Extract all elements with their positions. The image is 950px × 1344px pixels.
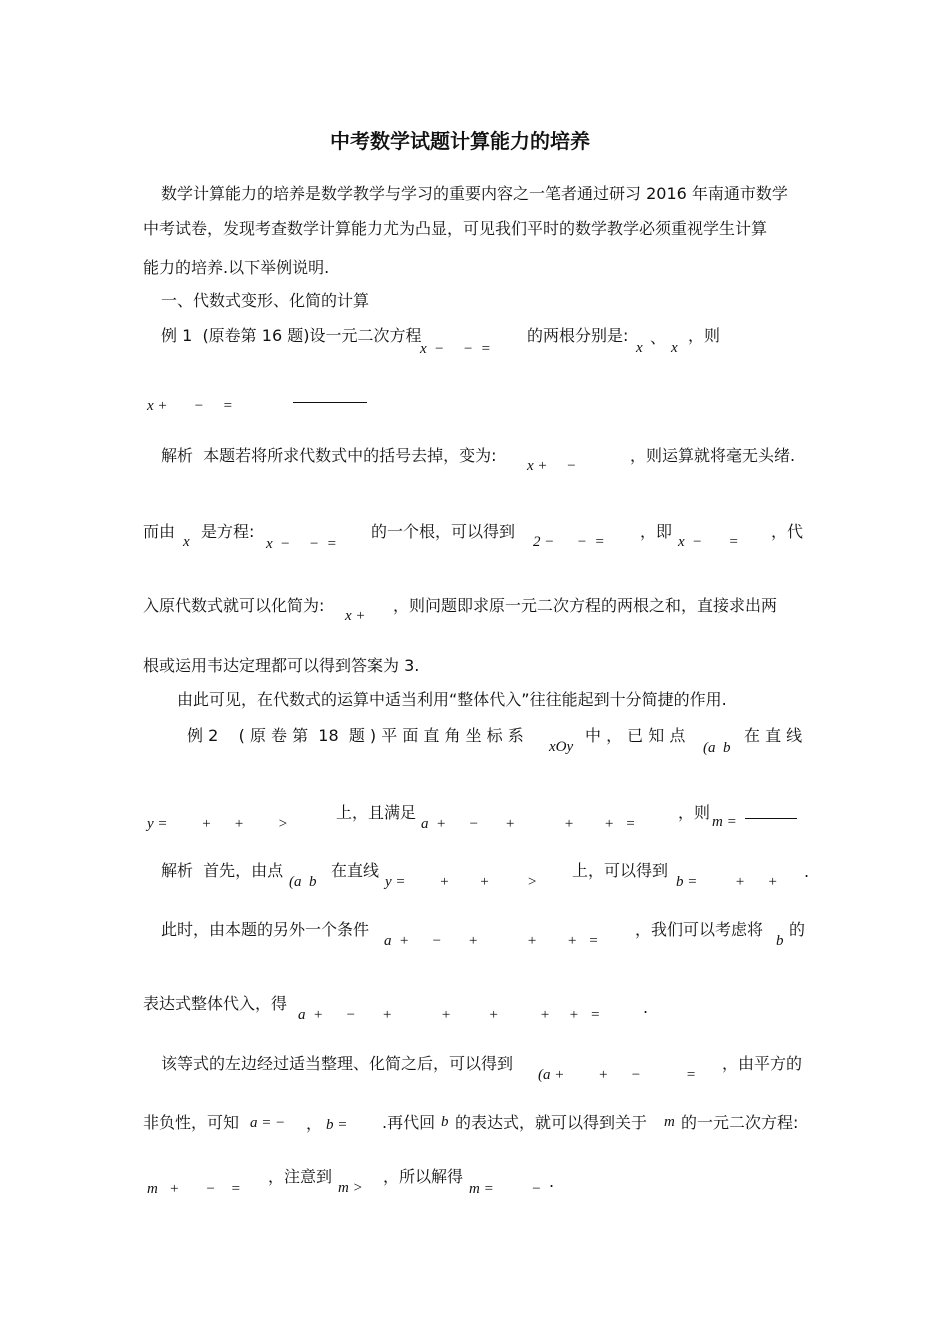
analysis-3-text-2: ，则问题即求原一元二次方程的两根之和，直接求出两 [393, 596, 778, 615]
example-2-line-expression: y = + + > [147, 816, 288, 832]
example-2-text-5: ，则 [678, 803, 711, 822]
analysis-b1-text-3: 上，可以得到 [572, 861, 669, 880]
example-1-text: 例 1 (原卷第 16 题)设一元二次方程 [161, 326, 422, 345]
analysis-b1-line: y = + + > [385, 874, 538, 890]
analysis-b5-a-value: a = − [250, 1115, 286, 1131]
intro-line-3: 能力的培养.以下举例说明. [143, 258, 330, 277]
analysis-b4-text-2: ，由平方的 [722, 1054, 803, 1073]
analysis-b2-text: 此时，由本题的另外一个条件 [161, 920, 370, 939]
example-1-answer-blank [293, 402, 367, 403]
example-2-coordinate-system: xOy [549, 739, 574, 755]
analysis-b6-condition: m > [338, 1180, 363, 1196]
analysis-3-expression: x + [345, 608, 366, 624]
analysis-b5-variable: b [441, 1114, 449, 1130]
analysis-b6-result: m = − [469, 1181, 542, 1197]
section-heading-1: 一、代数式变形、化简的计算 [161, 291, 370, 310]
analysis-b1-result: b = + + [676, 874, 778, 890]
analysis-2-text-5: ，代 [771, 522, 804, 541]
page-title: 中考数学试题计算能力的培养 [330, 129, 590, 153]
example-2-question: m = [712, 814, 737, 830]
example-1-expression: x + − = [147, 398, 233, 414]
example-2-text-4: 上，且满足 [336, 803, 417, 822]
analysis-2-expression: 2 − − = [533, 534, 605, 550]
analysis-2-equation: x − − = [266, 536, 337, 552]
analysis-1-expression: x + − [527, 458, 577, 474]
example-2-point: (a b [703, 740, 731, 756]
analysis-b1-end: . [804, 862, 810, 881]
example-1-root-2: x [671, 340, 678, 356]
example-2-text-3: 在 直 线 [744, 726, 803, 745]
analysis-2-text-2: 是方程: [201, 522, 255, 541]
analysis-b3-end: . [643, 998, 649, 1017]
analysis-b5-text: 非负性，可知 [143, 1113, 240, 1132]
analysis-b5-text-2: .再代回 [382, 1113, 436, 1132]
analysis-1-text-2: ，则运算就将毫无头绪. [630, 446, 796, 465]
analysis-b2-text-2: ，我们可以考虑将 [635, 920, 764, 939]
analysis-2-expression-2: x − = [678, 534, 739, 550]
intro-line-2: 中考试卷，发现考查数学计算能力尤为凸显，可见我们平时的数学教学必须重视学生计算 [143, 219, 768, 238]
analysis-b6-end: . [549, 1172, 555, 1191]
analysis-b1-text: 解析 首先，由点 [161, 861, 284, 880]
example-1-separator: 、 [650, 328, 667, 347]
analysis-b6-text: ，注意到 [268, 1167, 333, 1186]
example-1-text-2: 的两根分别是: [527, 326, 629, 345]
analysis-2-variable: x [183, 534, 190, 550]
conclusion-text: 由此可见，在代数式的运算中适当利用“整体代入”往往能起到十分简捷的作用. [177, 690, 727, 709]
analysis-b1-text-2: 在直线 [331, 861, 380, 880]
analysis-b5-b-value: b = [326, 1117, 348, 1133]
analysis-2-text-4: ，即 [640, 522, 673, 541]
example-2-text-2: 中 ， 已 知 点 [585, 726, 686, 745]
analysis-b2-text-3: 的 [789, 920, 806, 939]
analysis-1-text: 解析 本题若将所求代数式中的括号去掉，变为: [161, 446, 497, 465]
analysis-b3-text: 表达式整体代入，得 [143, 994, 288, 1013]
analysis-2-text: 而由 [143, 522, 176, 541]
analysis-b3-expression: a + − + + + + + = [298, 1007, 601, 1023]
analysis-b2-condition: a + − + + + = [384, 933, 599, 949]
analysis-3-text: 入原代数式就可以化简为: [143, 596, 325, 615]
example-1-root-1: x [636, 340, 643, 356]
analysis-2-text-3: 的一个根，可以得到 [371, 522, 516, 541]
analysis-b2-variable: b [776, 933, 784, 949]
analysis-b4-text: 该等式的左边经过适当整理、化简之后，可以得到 [161, 1054, 514, 1073]
analysis-b5-text-4: 的一元二次方程: [681, 1113, 799, 1132]
example-2-label: 例 2 ( 原 卷 第 18 题 ) 平 面 直 角 坐 标 系 [187, 726, 524, 745]
analysis-b6-equation: m + − = [147, 1181, 241, 1197]
example-2-answer-blank [745, 818, 797, 819]
analysis-b5-m: m [664, 1114, 675, 1130]
example-1-equation: x − − = [420, 341, 491, 357]
intro-line-1: 数学计算能力的培养是数学教学与学习的重要内容之一笔者通过研习 2016 年南通市数学 [161, 184, 788, 203]
example-1-text-3: ，则 [688, 326, 721, 345]
example-2-condition: a + − + + + = [421, 816, 636, 832]
analysis-b6-text-2: ，所以解得 [383, 1167, 464, 1186]
analysis-4-text: 根或运用韦达定理都可以得到答案为 3. [143, 656, 420, 675]
analysis-b5-comma: ， [306, 1114, 323, 1133]
analysis-b4-expression: (a + + − = [538, 1067, 696, 1083]
analysis-b1-point: (a b [289, 874, 317, 890]
analysis-b5-text-3: 的表达式，就可以得到关于 [455, 1113, 648, 1132]
